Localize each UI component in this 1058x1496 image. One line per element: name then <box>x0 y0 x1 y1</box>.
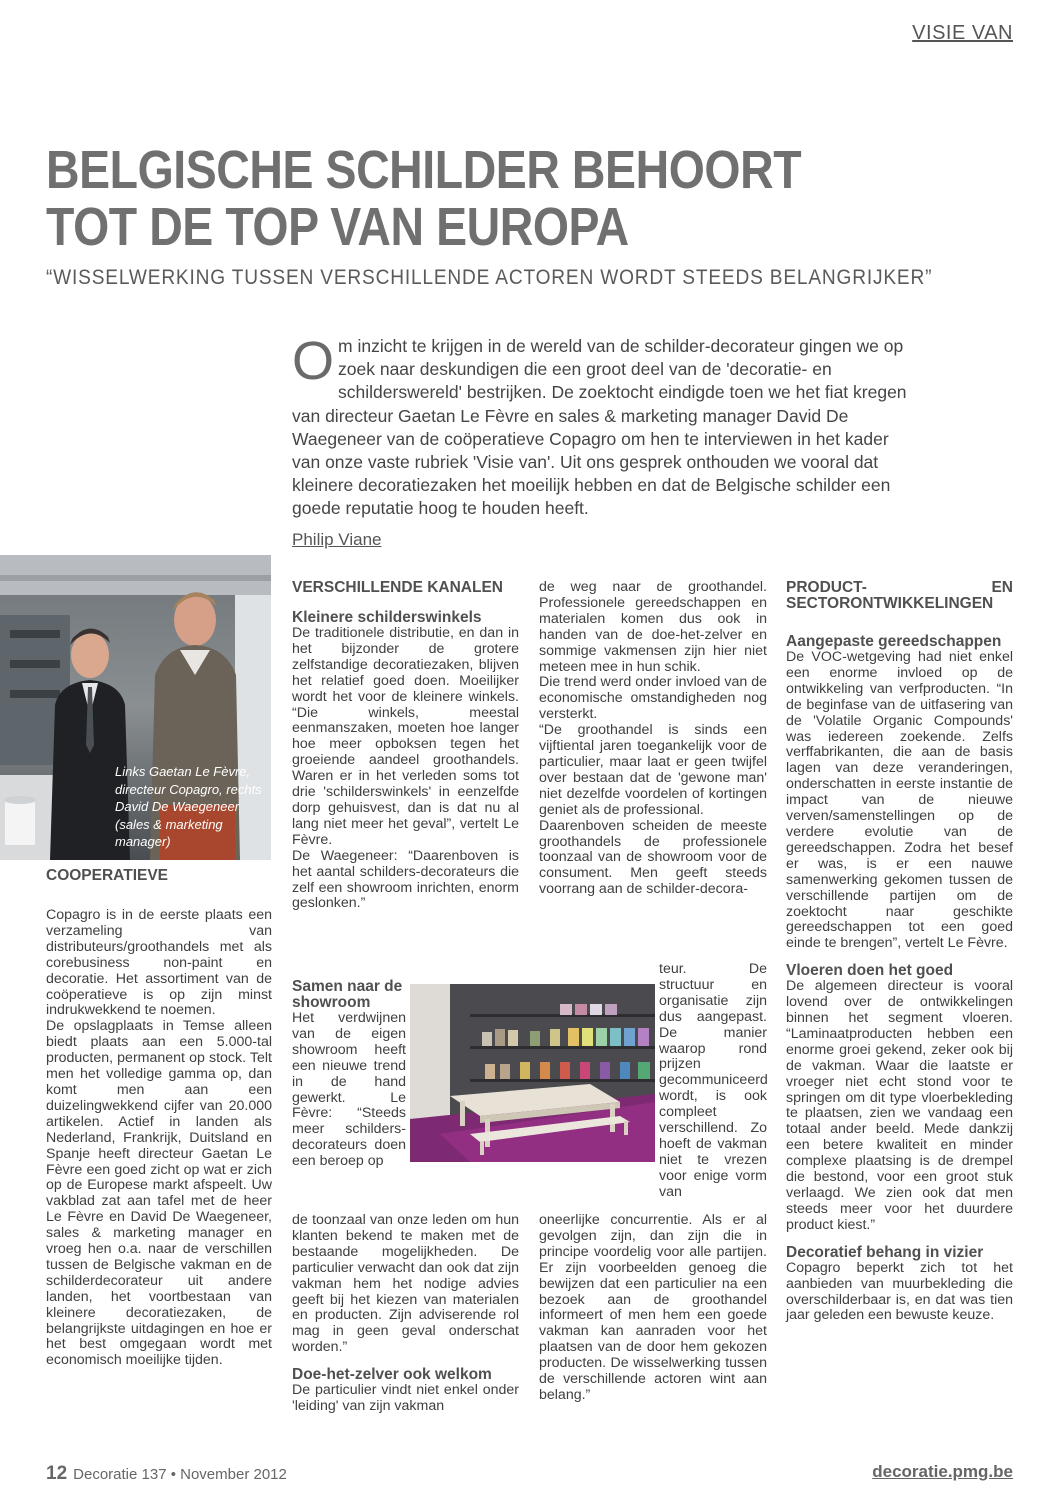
body-paragraph: “De groothandel is sinds een vijftiental jaren toegankelijk voor de particulier, maar laat er geen twijfel over bestaan dat de 'gewone man' niet dezelfde voordelen of kortingen geniet als de professional. <box>539 722 767 818</box>
body-paragraph: de weg naar de groothandel. Professionele gereedschappen en materialen komen dus ook in handen van de doe-het-zelver en sommige vakmensen zijn hier niet meteen mee in hun schik. <box>539 579 767 675</box>
headline-line-2: TOT DE TOP VAN EUROPA <box>46 197 629 257</box>
column-verschillende-kanalen <box>292 580 519 912</box>
body-paragraph: De particulier vindt niet enkel onder 'leiding' van zijn vakman <box>292 1382 519 1415</box>
intro-paragraph <box>292 331 907 521</box>
body-paragraph: teur. De structuur en organisatie zijn dus aangepast. De manier waarop rond prijzen gecommuniceerd wordt, is ook compleet verschillend. Zo hoeft de vakman niet te vrezen voor enige vorm van <box>659 961 768 1200</box>
body-paragraph: de toonzaal van onze leden om hun klanten bekend te maken met de bestaande mogelijkheden. De particulier verwacht dan ook dat zijn vakman hem het nodige advies geeft bij het kiezen van materialen en producten. Zijn adviserende rol mag in geen geval onderschat worden.” <box>292 1212 519 1356</box>
photo-caption: Links Gaetan Le Fèvre, directeur Copagro, rechts David De Waegeneer (sales & marketing manager) <box>115 764 262 849</box>
showroom-photo-illustration <box>410 984 655 1162</box>
headline-line-1: BELGISCHE SCHILDER BEHOORT <box>46 140 802 200</box>
subheading-decoratief-behang: Decoratief behang in vizier <box>786 1243 984 1261</box>
column-3-upper <box>539 580 767 898</box>
body-paragraph: De Waegeneer: “Daarenboven is het aantal schilders-decorateurs die zelf een showroom inrichten, enorm geslonken.” <box>292 847 519 912</box>
section-heading-product-en-sectorontwikkelingen: PRODUCT- EN SECTORONTWIKKELINGEN <box>786 579 1013 612</box>
subheading-aangepaste-gereedschappen: Aangepaste gereedschappen <box>786 633 1002 650</box>
column-2-lower <box>292 1213 519 1415</box>
body-paragraph: Het verdwijnen van de eigen showroom heeft een nieuwe trend in de hand gewerkt. Le Fèvre: “Steeds meer schilders-decorateurs doen een beroep op <box>292 1010 406 1170</box>
body-paragraph: Copagro beperkt zich tot het aanbieden van muurbekleding die overschilderbaar is, en dat was tien jaar geleden een bewuste keuze. <box>786 1259 1013 1324</box>
intro-text: m inzicht te krijgen in de wereld van de schilder-decorateur gingen we op zoek naar deskundigen die een groot deel van de 'decoratie- en schilderswereld' bestrijken. De zoektocht eindigde toen we het fiat kregen van directeur Gaetan Le Fèvre en sales & marketing manager David De Waegeneer van de coöperatieve Copagro om hen te interviewen in het kader van onze vaste rubriek 'Visie van'. Uit ons gesprek onthouden we vooral dat kleinere decoratiezaken het moeilijk hebben en dat de Belgische schilder een goede reputatie hoog te houden heeft. <box>292 336 907 519</box>
drop-cap: O <box>292 331 335 391</box>
body-paragraph: De opslagplaats in Temse alleen biedt plaats aan een 5.000-tal producten, permanent op stock. Telt men het volledige gamma op, dan komt men aan een duizelingwekkend cijfer van 20.000 artikelen. Actief in landen als Nederland, Frankrijk, Duitsland en Spanje heeft directeur Gaetan Le Fèvre een goed zicht op wat er zich op de Europese markt afspeelt. Uw vakblad zat aan tafel met de heer Le Fèvre en David De Waegeneer, sales & marketing manager en vroeg hen o.a. naar de verschillen tussen de Belgische vakman en de schilderdecorateur uit andere landen, het voortbestaan van kleinere decoratiezaken, de belangrijkste uitdagingen en hoe er het best omgegaan wordt met economisch moeilijke tijden. <box>46 1018 272 1369</box>
column-3-lower <box>539 1213 767 1404</box>
column-product-ontwikkelingen <box>786 580 1013 1324</box>
subheading-vloeren-doen-het-goed: Vloeren doen het goed <box>786 962 954 980</box>
subheadline: “WISSELWERKING TUSSEN VERSCHILLENDE ACTOREN WORDT STEEDS BELANGRIJKER” <box>46 266 933 289</box>
wrapped-text-left <box>292 979 406 1170</box>
issue-label: Decoratie 137 • November 2012 <box>73 1466 287 1483</box>
section-heading-verschillende-kanalen: VERSCHILLENDE KANALEN <box>292 579 503 596</box>
body-paragraph: Die trend werd onder invloed van de economische omstandigheden nog versterkt. <box>539 674 767 723</box>
wrapped-text-right <box>659 962 767 1201</box>
body-paragraph: oneerlijke concurrentie. Als er al gevolgen zijn, dan zijn die in principe voordelig voor alle partijen. Er zijn voorbeelden genoeg die bewijzen dat een particulier na een bezoek aan de groothandel informeert of men hem een goede vakman kan aanraden voor het plaatsen van de door hem gekozen producten. De wisselwerking tussen de verschillende actoren wint aan belang.” <box>539 1212 767 1403</box>
subheading-kleinere-schilderswinkels: Kleinere schilderswinkels <box>292 609 482 626</box>
footer-issue-info <box>46 1463 287 1485</box>
showroom-photo <box>410 984 655 1162</box>
body-paragraph: De algemeen directeur is vooral lovend over de ontwikkelingen binnen het segment vloeren. “Laminaatproducten hebben een enorme groei gekend, zeker ook bij de vakman. Waar die laatste er vroeger niet echt stond voor te springen om dit type vloerbekleding te plaatsen, zien we vandaag een totaal ander beeld. Mede dankzij een betere kwaliteit en minder complexe plaatsing is de drempel die bestond, voor een groot stuk verlaagd. We zien ook dat men steeds meer voor het duurdere product kiest.” <box>786 978 1013 1233</box>
section-heading-cooperatieve: COOPERATIEVE <box>46 867 169 884</box>
footer-website-link[interactable]: decoratie.pmg.be <box>872 1462 1013 1481</box>
headline <box>46 142 820 256</box>
body-paragraph: Daarenboven scheiden de meeste groothandels de professionele toonzaal van de showroom voor de consument. Men geeft steeds voorrang aan de schilder-decora- <box>539 817 767 898</box>
body-paragraph: De traditionele distributie, en dan in het bijzonder de grotere zelfstandige decoratiezaken, blijven het relatief goed doen. Moeilijker wordt het voor de kleinere winkels. “Die winkels, meestal eenmanszaken, moeten hoe langer hoe meer opboksen tegen het groeiende aandeel groothandels. Waren er in het verleden soms tot drie 'schilderswinkels' in eenzelfde dorp gehuisvest, dan is dat nu al lang niet meer het geval”, vertelt Le Fèvre. <box>292 625 519 848</box>
subheading-doe-het-zelver: Doe-het-zelver ook welkom <box>292 1366 492 1384</box>
body-paragraph: Copagro is in de eerste plaats een verzameling van distributeurs/groothandels met als corebusiness non-paint en decoratie. Het assortiment van de coöperatieve is op zijn minst indrukwekkend te noemen. <box>46 907 272 1019</box>
section-tag: VISIE VAN <box>912 22 1013 44</box>
subheading-samen-naar-de-showroom: Samen naar de showroom <box>292 978 403 1011</box>
body-paragraph: De VOC-wetgeving had niet enkel een enorme invloed op de ontwikkeling van verfproducten. “In de beginfase van de uitfasering van de 'Volatile Organic Compounds' was iedereen zoekende. Zelfs verffabrikanten, die aan de basis lagen van deze veranderingen, onderschatten in eerste instantie de impact van de nieuwe verven/samenstellingen op de verdere evolutie van de gereedschappen. Zodra het besef er was, is er een nauwe samenwerking gekomen tussen de verschillende partijen om de zoektocht naar geschikte gereedschappen tot een goed einde te brengen”, vertelt Le Fèvre. <box>786 649 1013 952</box>
page-number: 12 <box>46 1463 68 1484</box>
byline-author[interactable]: Philip Viane <box>292 530 382 549</box>
column-cooperatieve <box>46 868 272 1369</box>
